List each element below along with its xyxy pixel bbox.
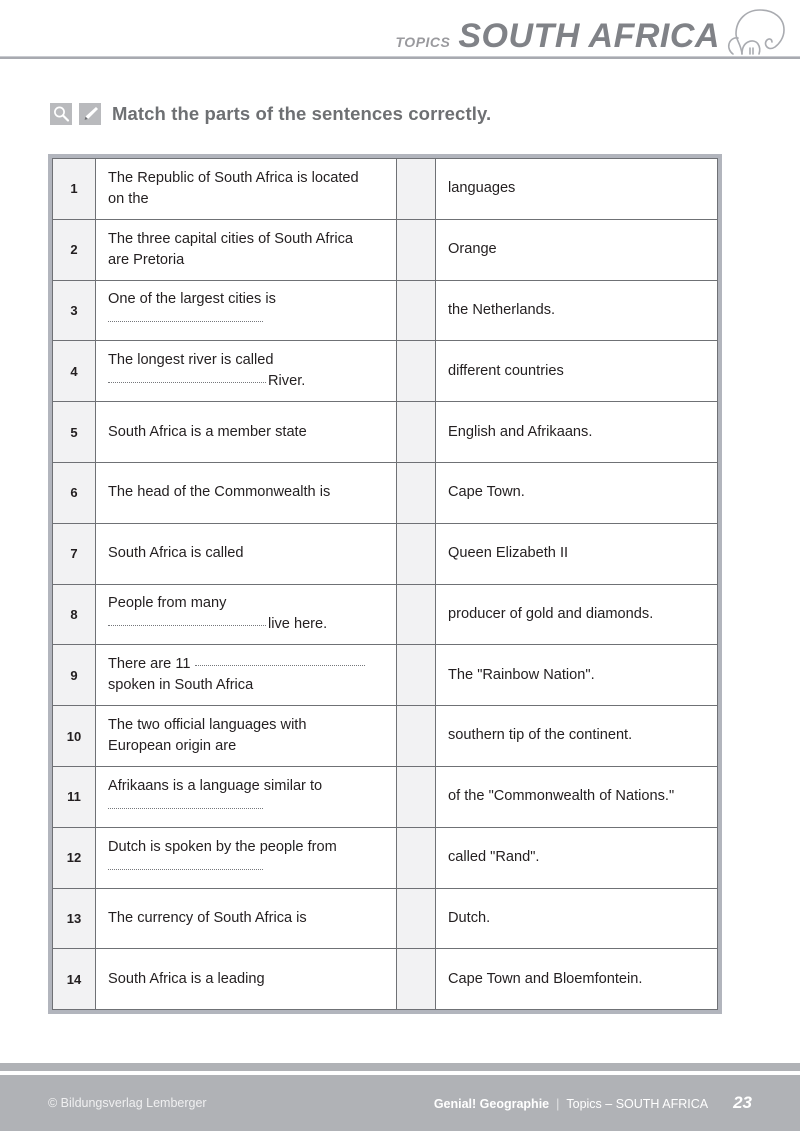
answer-blank-cell[interactable]	[397, 584, 436, 645]
sentence-start-cell	[96, 827, 397, 888]
row-number: 6	[53, 462, 96, 523]
table-row	[53, 219, 718, 280]
sentence-line	[108, 837, 396, 858]
table-row	[53, 280, 718, 341]
footer-copyright: © Bildungsverlag Lemberger	[48, 1096, 207, 1110]
table-row	[53, 766, 718, 827]
sentence-line	[108, 289, 396, 310]
table-row	[53, 159, 718, 220]
row-number: 8	[53, 584, 96, 645]
row-number: 10	[53, 706, 96, 767]
instruction-text: Match the parts of the sentences correctly.	[112, 103, 492, 124]
sentence-text: European origin are	[108, 738, 237, 755]
sentence-text: The longest river is called	[108, 352, 274, 369]
table-row	[53, 645, 718, 706]
table-row	[53, 462, 718, 523]
row-number: 11	[53, 766, 96, 827]
sentence-text: The currency of South Africa is	[108, 909, 307, 926]
sentence-start-cell	[96, 706, 397, 767]
sentence-line	[108, 593, 396, 614]
row-number: 2	[53, 219, 96, 280]
sentence-start-cell	[96, 645, 397, 706]
sentence-text: The two official languages with	[108, 716, 307, 733]
row-number: 3	[53, 280, 96, 341]
sentence-line	[108, 858, 396, 879]
sentence-start-cell	[96, 766, 397, 827]
row-number: 5	[53, 402, 96, 463]
footer-section: Topics – SOUTH AFRICA	[566, 1097, 709, 1111]
sentence-start-cell	[96, 888, 397, 949]
row-number: 1	[53, 159, 96, 220]
elephant-icon	[722, 4, 792, 56]
footer-separator: |	[556, 1097, 560, 1111]
answer-blank-cell[interactable]	[397, 827, 436, 888]
sentence-line	[108, 715, 396, 736]
instruction-row	[50, 103, 800, 125]
sentence-end-cell: southern tip of the continent.	[436, 706, 718, 767]
sentence-text: The head of the Commonwealth is	[108, 484, 331, 501]
sentence-line	[108, 482, 396, 503]
blank-dotted-line[interactable]	[195, 654, 365, 666]
header-divider	[0, 56, 800, 59]
answer-blank-cell[interactable]	[397, 949, 436, 1010]
page-header	[0, 0, 800, 56]
matching-table	[48, 154, 722, 1014]
sentence-text: The three capital cities of South Africa	[108, 230, 353, 247]
sentence-start-cell	[96, 523, 397, 584]
answer-blank-cell[interactable]	[397, 706, 436, 767]
sentence-text: River.	[268, 373, 306, 390]
sentence-start-cell	[96, 280, 397, 341]
sentence-end-cell: languages	[436, 159, 718, 220]
sentence-end-cell: Queen Elizabeth II	[436, 523, 718, 584]
sentence-text: There are 11	[108, 656, 191, 673]
answer-blank-cell[interactable]	[397, 462, 436, 523]
sentence-line	[108, 969, 396, 990]
sentence-start-cell	[96, 219, 397, 280]
row-number: 13	[53, 888, 96, 949]
row-number: 9	[53, 645, 96, 706]
sentence-line	[108, 229, 396, 250]
sentence-end-cell: called "Rand".	[436, 827, 718, 888]
sentence-text: South Africa is a member state	[108, 423, 307, 440]
sentence-line	[108, 797, 396, 818]
sentence-end-cell: producer of gold and diamonds.	[436, 584, 718, 645]
answer-blank-cell[interactable]	[397, 645, 436, 706]
header-kicker: TOPICS	[395, 34, 451, 50]
answer-blank-cell[interactable]	[397, 159, 436, 220]
sentence-end-cell: Orange	[436, 219, 718, 280]
blank-dotted-line[interactable]	[108, 371, 266, 383]
sentence-line	[108, 654, 396, 675]
sentence-text: South Africa is called	[108, 545, 244, 562]
page-number: 23	[733, 1093, 752, 1112]
sentence-text: One of the largest cities is	[108, 291, 276, 308]
sentence-line	[108, 736, 396, 757]
blank-dotted-line[interactable]	[108, 797, 263, 809]
footer-meta	[434, 1093, 752, 1113]
answer-blank-cell[interactable]	[397, 402, 436, 463]
row-number: 12	[53, 827, 96, 888]
sentence-start-cell	[96, 159, 397, 220]
sentence-text: on the	[108, 190, 149, 207]
answer-blank-cell[interactable]	[397, 766, 436, 827]
sentence-line	[108, 908, 396, 929]
sentence-text: The Republic of South Africa is located	[108, 169, 359, 186]
sentence-text: Afrikaans is a language similar to	[108, 777, 323, 794]
page-footer	[0, 1075, 800, 1131]
footer-top-rule	[0, 1063, 800, 1071]
table-row	[53, 706, 718, 767]
answer-blank-cell[interactable]	[397, 219, 436, 280]
answer-blank-cell[interactable]	[397, 523, 436, 584]
sentence-text: spoken in South Africa	[108, 677, 254, 694]
sentence-line	[108, 422, 396, 443]
table-row	[53, 827, 718, 888]
sentence-line	[108, 614, 396, 635]
table-row	[53, 402, 718, 463]
answer-blank-cell[interactable]	[397, 888, 436, 949]
footer-brand: Genial! Geographie	[433, 1097, 550, 1111]
sentence-text: Dutch is spoken by the people from	[108, 838, 337, 855]
row-number: 14	[53, 949, 96, 1010]
sentence-end-cell: English and Afrikaans.	[436, 402, 718, 463]
sentence-line	[108, 776, 396, 797]
page-title: SOUTH AFRICA	[458, 17, 720, 55]
sentence-line	[108, 310, 396, 331]
answer-blank-cell[interactable]	[397, 280, 436, 341]
table-row	[53, 523, 718, 584]
sentence-end-cell: of the "Commonwealth of Nations."	[436, 766, 718, 827]
sentence-start-cell	[96, 402, 397, 463]
sentence-text: People from many	[108, 595, 227, 612]
blank-dotted-line[interactable]	[108, 858, 263, 870]
sentence-start-cell	[96, 584, 397, 645]
sentence-end-cell: Dutch.	[436, 888, 718, 949]
sentence-line	[108, 350, 396, 371]
sentence-line	[108, 189, 396, 210]
sentence-line	[108, 168, 396, 189]
magnifier-icon	[50, 103, 72, 125]
sentence-text: are Pretoria	[108, 251, 185, 268]
sentence-line	[108, 543, 396, 564]
blank-dotted-line[interactable]	[108, 614, 266, 626]
sentence-end-cell: Cape Town and Bloemfontein.	[436, 949, 718, 1010]
sentence-start-cell	[96, 462, 397, 523]
sentence-line	[108, 675, 396, 696]
sentence-end-cell: Cape Town.	[436, 462, 718, 523]
pencil-icon	[79, 103, 101, 125]
sentence-text: live here.	[268, 616, 328, 633]
table-row	[53, 888, 718, 949]
sentence-end-cell: different countries	[436, 341, 718, 402]
table-row	[53, 949, 718, 1010]
sentence-text: South Africa is a leading	[108, 970, 265, 987]
row-number: 4	[53, 341, 96, 402]
sentence-line	[108, 250, 396, 271]
blank-dotted-line[interactable]	[108, 310, 263, 322]
table-row	[53, 584, 718, 645]
table-row	[53, 341, 718, 402]
sentence-end-cell: The "Rainbow Nation".	[436, 645, 718, 706]
sentence-start-cell	[96, 949, 397, 1010]
sentence-start-cell	[96, 341, 397, 402]
table-body	[53, 159, 718, 1010]
header-title-group	[396, 17, 721, 56]
sentence-line	[108, 371, 396, 392]
answer-blank-cell[interactable]	[397, 341, 436, 402]
sentence-end-cell: the Netherlands.	[436, 280, 718, 341]
row-number: 7	[53, 523, 96, 584]
